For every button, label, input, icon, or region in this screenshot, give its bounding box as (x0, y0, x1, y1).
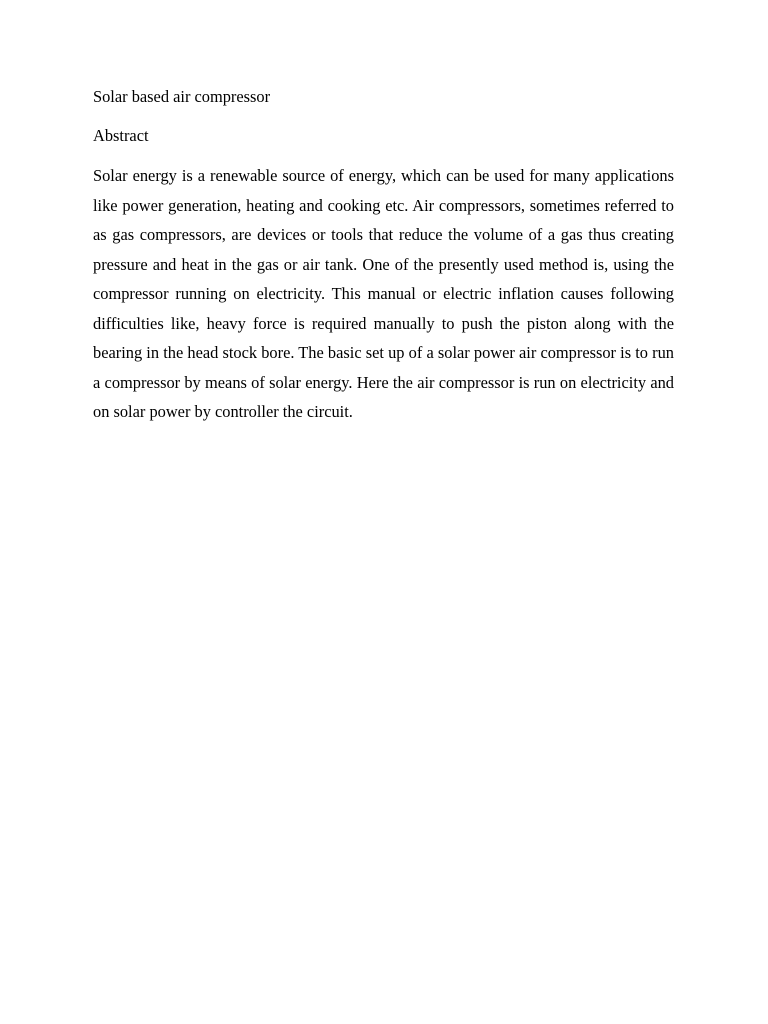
document-content (93, 86, 674, 427)
abstract-paragraph: Solar energy is a renewable source of energy, which can be used for many applications like power generation, heating and cooking etc. Air compressors, sometimes referred to as gas compressors, are devices or tools that reduce the volume of a gas thus creating pressure and heat in the gas or air tank. One of the presently used method is, using the compressor running on electricity. This manual or electric inflation causes following difficulties like, heavy force is required manually to push the piston along with the bearing in the head stock bore. The basic set up of a solar power air compressor is to run a compressor by means of solar energy. Here the air compressor is run on electricity and on solar power by controller the circuit. (93, 166, 674, 421)
document-title: Solar based air compressor (93, 87, 271, 106)
abstract-heading: Abstract (93, 126, 149, 145)
